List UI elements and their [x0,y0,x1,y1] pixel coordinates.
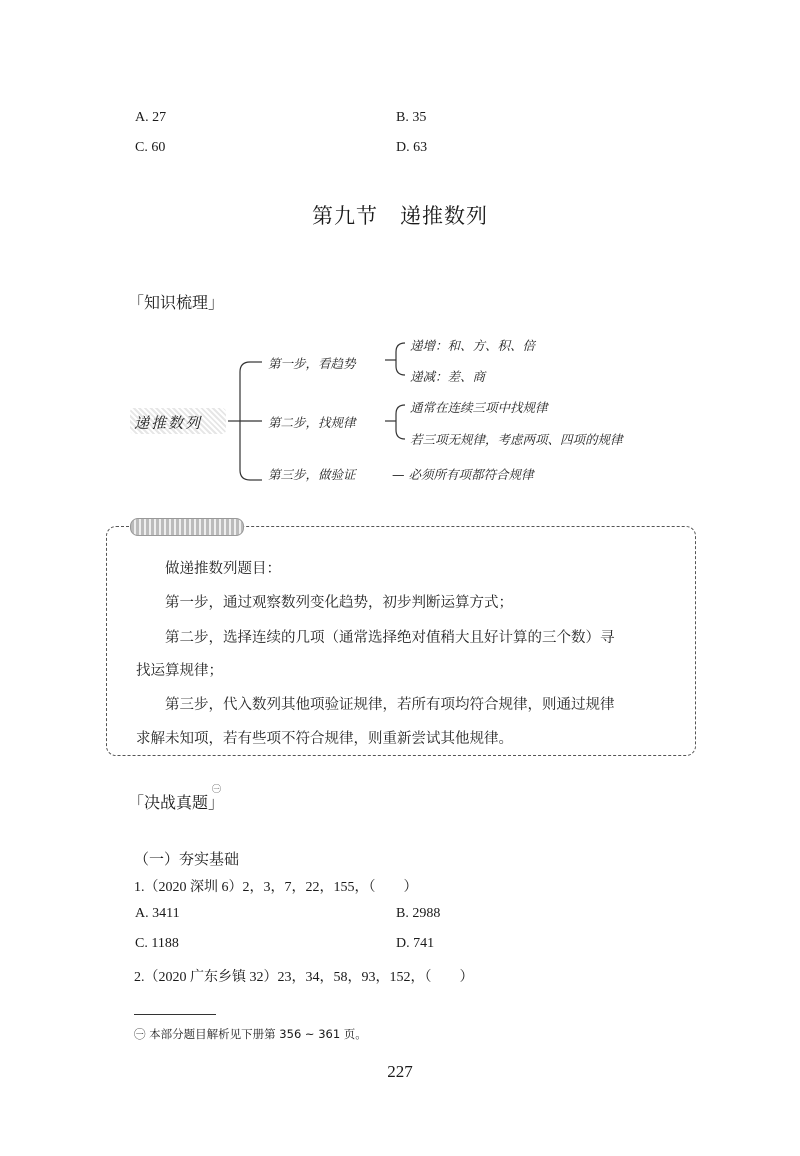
section-title: 第九节 递推数列 [312,204,488,228]
mindmap-step3-a: — 必须所有项都符合规律 [392,467,534,482]
mindmap-step3: 第三步，做验证 [268,467,356,482]
page-number: 227 [387,1062,413,1081]
mindmap-step2-a: 通常在连续三项中找规律 [410,400,548,415]
tip-line3a: 第三步，代入数列其他项验证规律，若所有项均符合规律，则通过规律 [165,697,615,713]
tip-line3b: 求解未知项，若有些项不符合规律，则重新尝试其他规律。 [136,731,513,747]
tip-line2a: 第二步，选择连续的几项（通常选择绝对值稍大且好计算的三个数）寻 [165,630,615,646]
mindmap-step2-b: 若三项无规律，考虑两项、四项的规律 [410,432,623,447]
q1-option-a: A. 3411 [135,906,180,921]
mindmap-step1: 第一步，看趋势 [268,356,356,371]
tip-intro: 做递推数列题目： [165,561,281,577]
option-d: D. 63 [396,140,428,155]
tip-line2b: 找运算规律； [136,663,223,679]
knowledge-header: 「知识梳理」 [128,293,225,312]
mindmap-step1-a: 递增：和、方、积、倍 [410,338,536,353]
q1-option-b: B. 2988 [396,906,441,921]
practice-header: 「决战真题」 [128,793,225,812]
tip-badge-icon [130,518,244,536]
tip-line1: 第一步，通过观察数列变化趋势，初步判断运算方式； [165,595,513,611]
option-b: B. 35 [396,110,427,125]
q2-stem: 2.（2020 广东乡镇 32）23，34，58，93，152，（ ） [134,970,474,985]
subsection-title: （一）夯实基础 [134,850,240,868]
q1-option-d: D. 741 [396,936,435,951]
q1-option-c: C. 1188 [135,936,179,951]
q1-stem: 1.（2020 深圳 6）2，3，7，22，155，（ ） [134,880,418,895]
option-a: A. 27 [135,110,167,125]
mindmap-step1-b: 递减：差、商 [410,369,486,384]
mindmap-root: 递推数列 [134,414,203,432]
mindmap-step2: 第二步，找规律 [268,415,356,430]
footnote-rule [134,1014,216,1015]
option-c: C. 60 [135,140,166,155]
footnote: ㊀ 本部分题目解析见下册第 356 ~ 361 页。 [134,1027,367,1041]
practice-footnote-mark: ㊀ [212,785,222,795]
